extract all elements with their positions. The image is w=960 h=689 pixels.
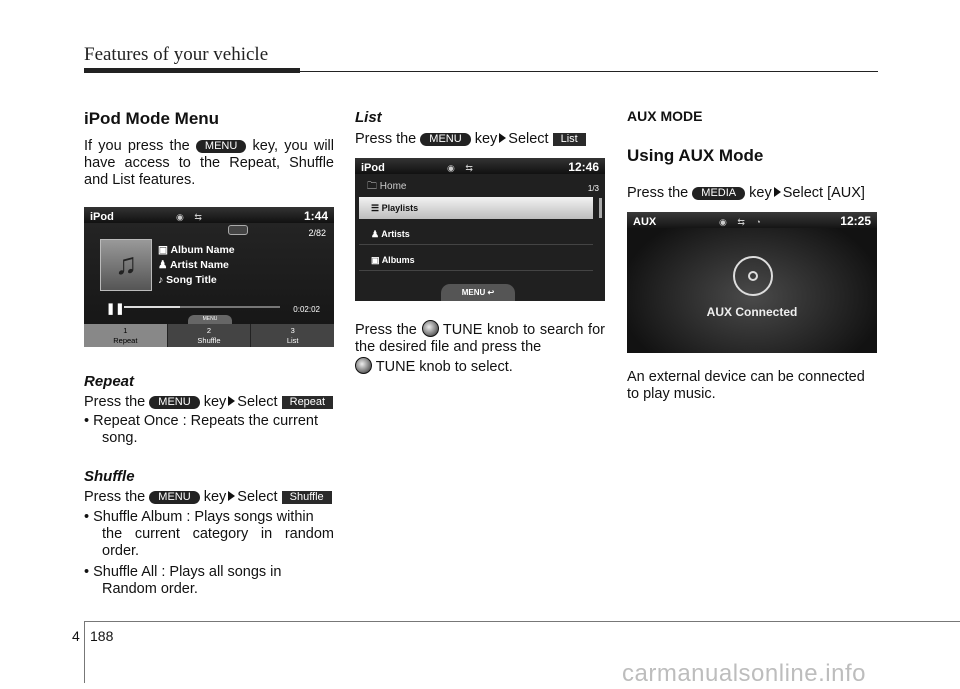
album-row: ▣ Album Name: [158, 244, 235, 256]
heading-using-aux-mode: Using AUX Mode: [627, 146, 764, 165]
chapter-number: 4: [72, 628, 80, 644]
tune-select-line: TUNE knob to select.: [355, 357, 605, 376]
status-icons: ◉ ⇆: [176, 212, 206, 222]
list-page-count: 1/3: [587, 184, 599, 193]
menu-tab[interactable]: MENU: [188, 315, 232, 324]
progress-fill: [124, 306, 180, 308]
repeat-mode-icon: [228, 225, 248, 235]
ipod-intro-paragraph: If you press the MENU key, you will have access to the Repeat, Shuffle and List features.: [84, 138, 334, 188]
heading-ipod-mode-menu: iPod Mode Menu: [84, 109, 220, 128]
artist-icon: ♟: [158, 259, 168, 271]
arrow-right-icon: [774, 187, 781, 197]
list-screen: [355, 158, 605, 301]
aux-status-text: AUX Connected: [706, 305, 798, 319]
menu-key-badge: MENU: [196, 140, 246, 153]
pause-icon[interactable]: ❚❚: [106, 303, 125, 315]
ipod-screen: [84, 207, 334, 347]
album-icon: ▣: [371, 255, 380, 265]
page-number: 188: [90, 628, 114, 644]
tab-list[interactable]: 3 List: [250, 324, 334, 347]
menu-key-badge: MENU: [149, 491, 199, 504]
shuffle-button-badge: Shuffle: [282, 491, 332, 504]
music-note-icon: ♫: [114, 248, 138, 281]
song-icon: ♪: [158, 274, 164, 286]
repeat-button-badge: Repeat: [282, 396, 333, 409]
shuffle-all-bullet: • Shuffle All : Plays all songs in Random order.: [84, 564, 282, 597]
ipod-screen-time: 1:44: [303, 209, 328, 223]
aux-screen-time: 12:25: [840, 214, 871, 228]
status-icons: ◉ ⇆: [447, 163, 477, 173]
menu-key-badge: MENU: [149, 396, 199, 409]
arrow-right-icon: [499, 133, 506, 143]
column-aux: [627, 108, 877, 403]
column-list: [355, 108, 605, 376]
heading-repeat: Repeat: [84, 373, 135, 390]
aux-disc-icon: [733, 256, 773, 296]
footer-rule: [84, 621, 960, 622]
artist-row: ♟ Artist Name: [158, 259, 229, 271]
arrow-right-icon: [228, 396, 235, 406]
back-icon: ↩: [487, 288, 495, 297]
arrow-right-icon: [228, 491, 235, 501]
shuffle-instruction: Press the MENU key Select Shuffle: [84, 489, 334, 506]
repeat-bullet: • Repeat Once : Repeats the current song.: [84, 413, 318, 446]
repeat-instruction: Press the MENU key Select Repeat: [84, 394, 334, 411]
media-key-badge: MEDIA: [692, 187, 745, 200]
aux-instruction: Press the MEDIA key Select [AUX]: [627, 185, 865, 201]
track-info: [158, 243, 235, 288]
aux-mode-label: AUX MODE: [627, 108, 703, 124]
list-screen-time: 12:46: [568, 160, 599, 174]
header-rule: [300, 71, 878, 72]
list-instruction: Press the MENU key Select List: [355, 131, 605, 148]
track-count: 2/82: [308, 228, 326, 238]
album-icon: ▣: [158, 244, 168, 256]
album-art: [100, 239, 152, 291]
heading-shuffle: Shuffle: [84, 468, 135, 485]
tab-repeat[interactable]: 1 Repeat: [84, 324, 167, 347]
list-screen-title: iPod: [361, 162, 385, 174]
aux-description: An external device can be connected to play music.: [627, 369, 865, 402]
header-bar: [84, 68, 300, 73]
list-button-badge: List: [553, 133, 586, 146]
menu-key-badge: MENU: [420, 133, 470, 146]
tune-paragraph: Press the TUNE knob to search for the desired file and press the: [355, 322, 605, 355]
tune-knob-icon: [355, 357, 372, 374]
list-item-artists[interactable]: ♟ Artists: [359, 223, 593, 245]
list-menu-tab[interactable]: MENU ↩: [441, 284, 515, 301]
page-header-title: Features of your vehicle: [84, 44, 269, 65]
footer-divider: [84, 621, 85, 683]
tab-shuffle[interactable]: 2 Shuffle: [167, 324, 251, 347]
elapsed-time: 0:02:02: [293, 305, 320, 314]
watermark: carmanualsonline.info: [622, 660, 866, 687]
list-scrollbar[interactable]: [599, 198, 602, 218]
progress-bar[interactable]: [124, 306, 280, 308]
artist-icon: ♟: [371, 229, 380, 239]
song-row: ♪ Song Title: [158, 274, 217, 286]
aux-screen-title: AUX: [633, 216, 657, 228]
column-ipod-menu: [84, 108, 334, 598]
tune-knob-icon: [422, 320, 439, 337]
ipod-menu-tabs: [84, 324, 334, 347]
list-item-playlists[interactable]: ☰ Playlists: [359, 197, 593, 219]
shuffle-album-bullet: • Shuffle Album : Plays songs within the current category in random order.: [84, 509, 334, 559]
ipod-screen-topbar: [84, 207, 334, 223]
ipod-screen-title: iPod: [90, 211, 114, 223]
status-icons: ◉ ⇆ ◔: [719, 217, 765, 227]
list-item-albums[interactable]: ▣ Albums: [359, 249, 593, 271]
folder-icon: 🗀: [367, 181, 377, 192]
aux-screen: [627, 212, 877, 353]
playlist-icon: ☰: [371, 203, 380, 213]
heading-list: List: [355, 109, 382, 126]
folder-row[interactable]: 🗀 Home: [367, 181, 407, 192]
